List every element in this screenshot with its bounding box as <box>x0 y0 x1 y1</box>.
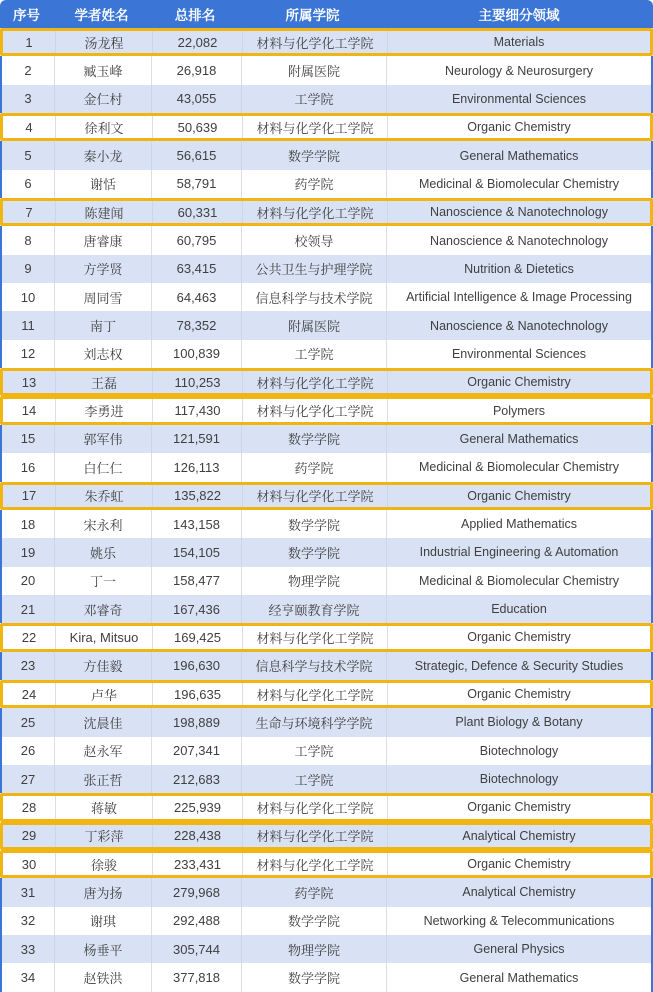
cell-college: 附属医院 <box>242 56 387 84</box>
cell-name: 蒋敏 <box>56 796 153 818</box>
cell-field: Analytical Chemistry <box>462 885 576 900</box>
cell-field: Nanoscience & Nanotechnology <box>430 233 608 248</box>
cell-name: 陈建闻 <box>56 201 153 223</box>
cell-college: 附属医院 <box>242 311 387 339</box>
cell-name: 张正哲 <box>55 765 152 793</box>
cell-college: 信息科学与技术学院 <box>242 283 387 311</box>
cell-name: 王磊 <box>56 371 153 393</box>
table-row <box>0 368 653 396</box>
cell-college: 材料与化学化工学院 <box>243 116 388 138</box>
table-row <box>0 822 653 850</box>
cell-rank: 143,158 <box>152 510 242 538</box>
cell-index: 20 <box>2 567 55 595</box>
cell-index: 11 <box>2 311 55 339</box>
cell-rank: 212,683 <box>152 765 242 793</box>
table-row <box>0 170 653 198</box>
cell-field: General Mathematics <box>459 431 579 446</box>
cell-index: 2 <box>2 56 55 84</box>
cell-college: 材料与化学化工学院 <box>243 201 388 223</box>
cell-field: Nanoscience & Nanotechnology <box>430 318 608 333</box>
cell-field: Nutrition & Dietetics <box>464 261 574 276</box>
cell-college: 药学院 <box>242 170 387 198</box>
cell-name: 徐利文 <box>56 116 153 138</box>
cell-college: 数学学院 <box>242 141 387 169</box>
cell-field: Medicinal & Biomolecular Chemistry <box>418 176 620 191</box>
table-row <box>0 567 653 595</box>
cell-college: 工学院 <box>242 340 387 368</box>
cell-rank: 305,744 <box>152 935 242 963</box>
cell-rank: 78,352 <box>152 311 242 339</box>
cell-name: 金仁村 <box>55 85 152 113</box>
cell-index: 5 <box>2 141 55 169</box>
cell-index: 19 <box>2 538 55 566</box>
cell-name: 赵铁洪 <box>55 963 152 991</box>
table-row <box>0 765 653 793</box>
cell-index: 30 <box>3 853 56 875</box>
cell-name: 方佳毅 <box>55 652 152 680</box>
cell-field: General Physics <box>473 942 565 957</box>
cell-field: Nanoscience & Nanotechnology <box>430 205 608 220</box>
cell-college: 数学学院 <box>242 963 387 991</box>
cell-index: 4 <box>3 116 56 138</box>
table-row <box>0 396 653 424</box>
table-row <box>0 113 653 141</box>
table-row <box>0 623 653 651</box>
cell-index: 18 <box>2 510 55 538</box>
cell-index: 28 <box>3 796 56 818</box>
table-row <box>0 28 653 56</box>
cell-name: 郭军伟 <box>55 425 152 453</box>
cell-rank: 169,425 <box>153 626 243 648</box>
cell-rank: 198,889 <box>152 708 242 736</box>
cell-index: 25 <box>2 708 55 736</box>
cell-field: Biotechnology <box>479 772 559 787</box>
table-row <box>0 963 653 991</box>
cell-rank: 135,822 <box>153 485 243 507</box>
table-row <box>0 453 653 481</box>
cell-name: 谢琪 <box>55 907 152 935</box>
cell-rank: 377,818 <box>152 963 242 991</box>
cell-index: 7 <box>3 201 56 223</box>
cell-name: 徐骏 <box>56 853 153 875</box>
cell-college: 药学院 <box>242 453 387 481</box>
cell-field: Organic Chemistry <box>467 857 571 872</box>
cell-field: Applied Mathematics <box>460 517 578 532</box>
table-row <box>0 737 653 765</box>
cell-rank: 196,635 <box>153 683 243 705</box>
cell-index: 26 <box>2 737 55 765</box>
cell-index: 29 <box>3 825 56 847</box>
cell-college: 生命与环境科学学院 <box>242 708 387 736</box>
cell-name: 南丁 <box>55 311 152 339</box>
cell-rank: 110,253 <box>153 371 243 393</box>
cell-index: 1 <box>3 31 56 53</box>
cell-index: 16 <box>2 453 55 481</box>
cell-index: 24 <box>3 683 56 705</box>
cell-field: Organic Chemistry <box>467 687 571 702</box>
cell-index: 21 <box>2 595 55 623</box>
cell-rank: 207,341 <box>152 737 242 765</box>
cell-name: 卢华 <box>56 683 153 705</box>
cell-college: 公共卫生与护理学院 <box>242 255 387 283</box>
cell-index: 32 <box>2 907 55 935</box>
cell-index: 27 <box>2 765 55 793</box>
cell-college: 药学院 <box>242 878 387 906</box>
cell-name: 刘志权 <box>55 340 152 368</box>
column-header-field: 主要细分领域 <box>478 8 560 23</box>
cell-college: 材料与化学化工学院 <box>243 796 388 818</box>
cell-rank: 233,431 <box>153 853 243 875</box>
cell-rank: 126,113 <box>152 453 242 481</box>
cell-index: 14 <box>3 399 56 421</box>
cell-field: Industrial Engineering & Automation <box>419 545 619 560</box>
cell-college: 材料与化学化工学院 <box>243 825 388 847</box>
cell-name: 方学贤 <box>55 255 152 283</box>
table-row <box>0 878 653 906</box>
cell-college: 材料与化学化工学院 <box>243 853 388 875</box>
table-row <box>0 907 653 935</box>
table-row <box>0 935 653 963</box>
cell-index: 22 <box>3 626 56 648</box>
table-row <box>0 198 653 226</box>
cell-name: 朱乔虹 <box>56 485 153 507</box>
cell-field: Organic Chemistry <box>467 630 571 645</box>
cell-name: 赵永军 <box>55 737 152 765</box>
cell-college: 材料与化学化工学院 <box>243 485 388 507</box>
table-row <box>0 850 653 878</box>
cell-rank: 292,488 <box>152 907 242 935</box>
cell-rank: 196,630 <box>152 652 242 680</box>
cell-field: Organic Chemistry <box>467 488 571 503</box>
cell-field: Artificial Intelligence & Image Processing <box>406 290 632 305</box>
cell-college: 物理学院 <box>242 935 387 963</box>
cell-rank: 43,055 <box>152 85 242 113</box>
cell-field: Strategic, Defence & Security Studies <box>414 658 624 673</box>
cell-index: 33 <box>2 935 55 963</box>
column-header-rank: 总排名 <box>174 8 216 23</box>
cell-index: 34 <box>2 963 55 991</box>
cell-field: Environmental Sciences <box>451 346 587 361</box>
cell-index: 23 <box>2 652 55 680</box>
cell-college: 材料与化学化工学院 <box>243 31 388 53</box>
cell-rank: 64,463 <box>152 283 242 311</box>
cell-college: 工学院 <box>242 765 387 793</box>
cell-college: 材料与化学化工学院 <box>243 626 388 648</box>
cell-rank: 60,331 <box>153 201 243 223</box>
cell-index: 3 <box>2 85 55 113</box>
cell-field: Organic Chemistry <box>467 375 571 390</box>
cell-name: 丁一 <box>55 567 152 595</box>
cell-field: General Mathematics <box>459 970 579 985</box>
cell-rank: 56,615 <box>152 141 242 169</box>
table-row <box>0 793 653 821</box>
cell-rank: 121,591 <box>152 425 242 453</box>
cell-rank: 117,430 <box>153 399 243 421</box>
cell-index: 9 <box>2 255 55 283</box>
cell-college: 工学院 <box>242 737 387 765</box>
cell-index: 31 <box>2 878 55 906</box>
cell-index: 13 <box>3 371 56 393</box>
cell-rank: 58,791 <box>152 170 242 198</box>
cell-name: 邓睿奇 <box>55 595 152 623</box>
cell-rank: 26,918 <box>152 56 242 84</box>
cell-field: Organic Chemistry <box>467 800 571 815</box>
cell-index: 12 <box>2 340 55 368</box>
cell-name: 杨垂平 <box>55 935 152 963</box>
cell-index: 17 <box>3 485 56 507</box>
table-row <box>0 595 653 623</box>
cell-rank: 158,477 <box>152 567 242 595</box>
table-row <box>0 141 653 169</box>
cell-college: 数学学院 <box>242 538 387 566</box>
cell-field: Environmental Sciences <box>451 91 587 106</box>
cell-college: 数学学院 <box>242 425 387 453</box>
table-row <box>0 283 653 311</box>
cell-name: 宋永利 <box>55 510 152 538</box>
table-row <box>0 425 653 453</box>
cell-index: 8 <box>2 226 55 254</box>
cell-field: Materials <box>493 35 545 50</box>
table-row <box>0 85 653 113</box>
cell-name: 李勇进 <box>56 399 153 421</box>
cell-college: 数学学院 <box>242 510 387 538</box>
cell-index: 10 <box>2 283 55 311</box>
cell-college: 数学学院 <box>242 907 387 935</box>
cell-name: 臧玉峰 <box>55 56 152 84</box>
cell-name: 丁彩萍 <box>56 825 153 847</box>
cell-college: 物理学院 <box>242 567 387 595</box>
column-header-name: 学者姓名 <box>74 8 129 23</box>
cell-rank: 167,436 <box>152 595 242 623</box>
cell-name: 唐为扬 <box>55 878 152 906</box>
table-row <box>0 226 653 254</box>
cell-college: 材料与化学化工学院 <box>243 399 388 421</box>
table-row <box>0 340 653 368</box>
cell-college: 信息科学与技术学院 <box>242 652 387 680</box>
cell-index: 15 <box>2 425 55 453</box>
cell-rank: 22,082 <box>153 31 243 53</box>
cell-name: 姚乐 <box>55 538 152 566</box>
cell-college: 校领导 <box>242 226 387 254</box>
cell-rank: 100,839 <box>152 340 242 368</box>
column-header-index: 序号 <box>13 8 40 23</box>
cell-college: 材料与化学化工学院 <box>243 371 388 393</box>
table-row <box>0 56 653 84</box>
table-row <box>0 708 653 736</box>
table-header-row <box>0 0 653 28</box>
cell-field: Organic Chemistry <box>467 120 571 135</box>
cell-college: 工学院 <box>242 85 387 113</box>
cell-name: 白仁仁 <box>55 453 152 481</box>
cell-rank: 225,939 <box>153 796 243 818</box>
cell-college: 材料与化学化工学院 <box>243 683 388 705</box>
cell-name: 汤龙程 <box>56 31 153 53</box>
table-body <box>0 28 653 992</box>
cell-field: Neurology & Neurosurgery <box>445 63 593 78</box>
cell-rank: 60,795 <box>152 226 242 254</box>
cell-field: Biotechnology <box>479 743 559 758</box>
cell-field: Plant Biology & Botany <box>455 715 583 730</box>
cell-rank: 154,105 <box>152 538 242 566</box>
cell-name: 周同雪 <box>55 283 152 311</box>
cell-rank: 63,415 <box>152 255 242 283</box>
cell-name: Kira, Mitsuo <box>56 626 153 648</box>
table-row <box>0 510 653 538</box>
cell-index: 6 <box>2 170 55 198</box>
table-row <box>0 255 653 283</box>
table-row <box>0 652 653 680</box>
table-row <box>0 311 653 339</box>
cell-name: 谢恬 <box>55 170 152 198</box>
cell-field: Medicinal & Biomolecular Chemistry <box>418 573 620 588</box>
cell-field: General Mathematics <box>459 148 579 163</box>
cell-field: Networking & Telecommunications <box>423 913 615 928</box>
cell-field: Analytical Chemistry <box>462 828 576 843</box>
cell-name: 唐睿康 <box>55 226 152 254</box>
cell-college: 经亨颐教育学院 <box>242 595 387 623</box>
cell-field: Education <box>491 602 547 617</box>
table-row <box>0 482 653 510</box>
cell-rank: 279,968 <box>152 878 242 906</box>
cell-name: 秦小龙 <box>55 141 152 169</box>
column-header-college: 所属学院 <box>285 8 340 23</box>
cell-field: Medicinal & Biomolecular Chemistry <box>418 460 620 475</box>
table-row <box>0 538 653 566</box>
cell-rank: 228,438 <box>153 825 243 847</box>
cell-name: 沈晨佳 <box>55 708 152 736</box>
table-row <box>0 680 653 708</box>
cell-rank: 50,639 <box>153 116 243 138</box>
cell-field: Polymers <box>492 403 546 418</box>
